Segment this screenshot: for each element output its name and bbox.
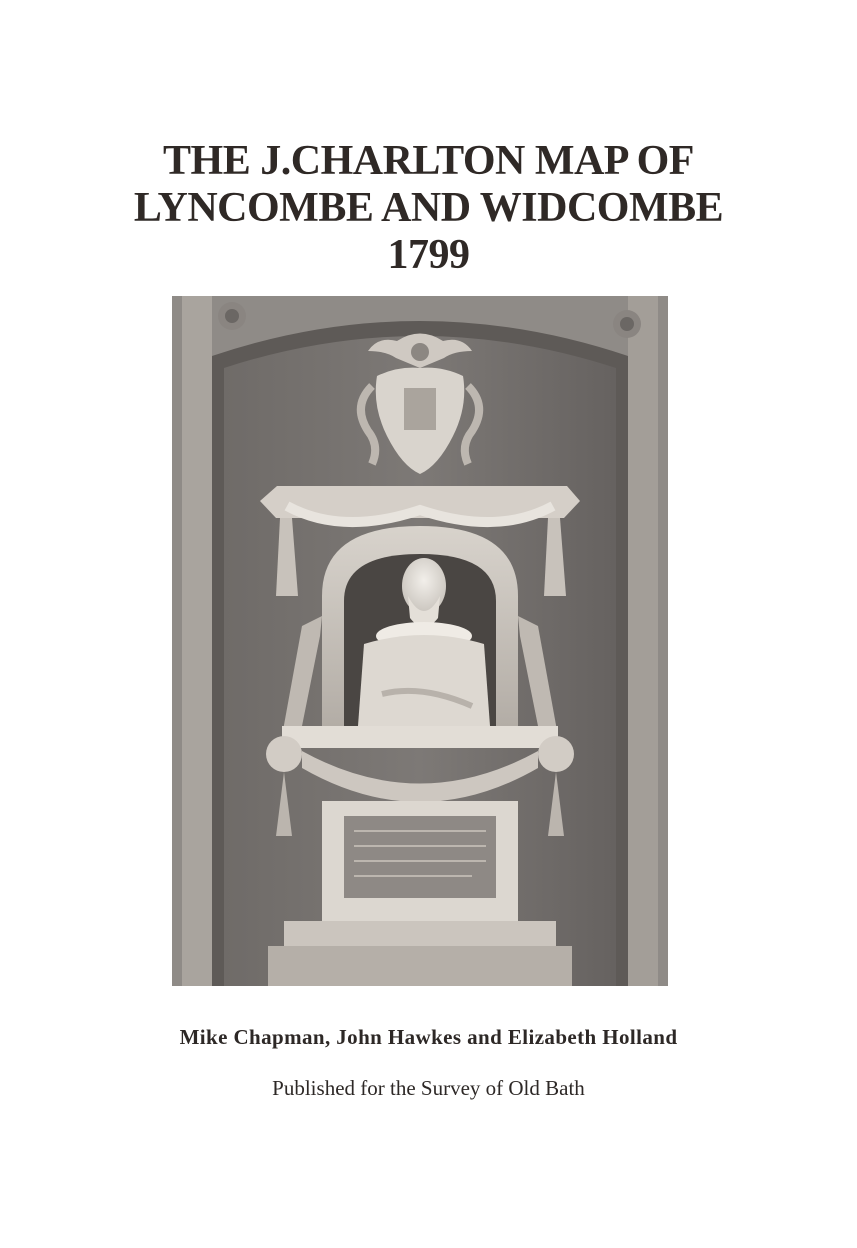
book-title [0, 138, 857, 279]
title-line-2: LYNCOMBE AND WIDCOMBE [133, 185, 724, 231]
title-year: 1799 [387, 232, 470, 278]
authors-line: Mike Chapman, John Hawkes and Elizabeth Holland [179, 1025, 678, 1049]
publisher-line: Published for the Survey of Old Bath [272, 1076, 585, 1100]
memorial-monument-illustration [172, 296, 668, 986]
title-line-1: THE J.CHARLTON MAP OF [163, 138, 694, 184]
cover-photograph [172, 296, 668, 986]
